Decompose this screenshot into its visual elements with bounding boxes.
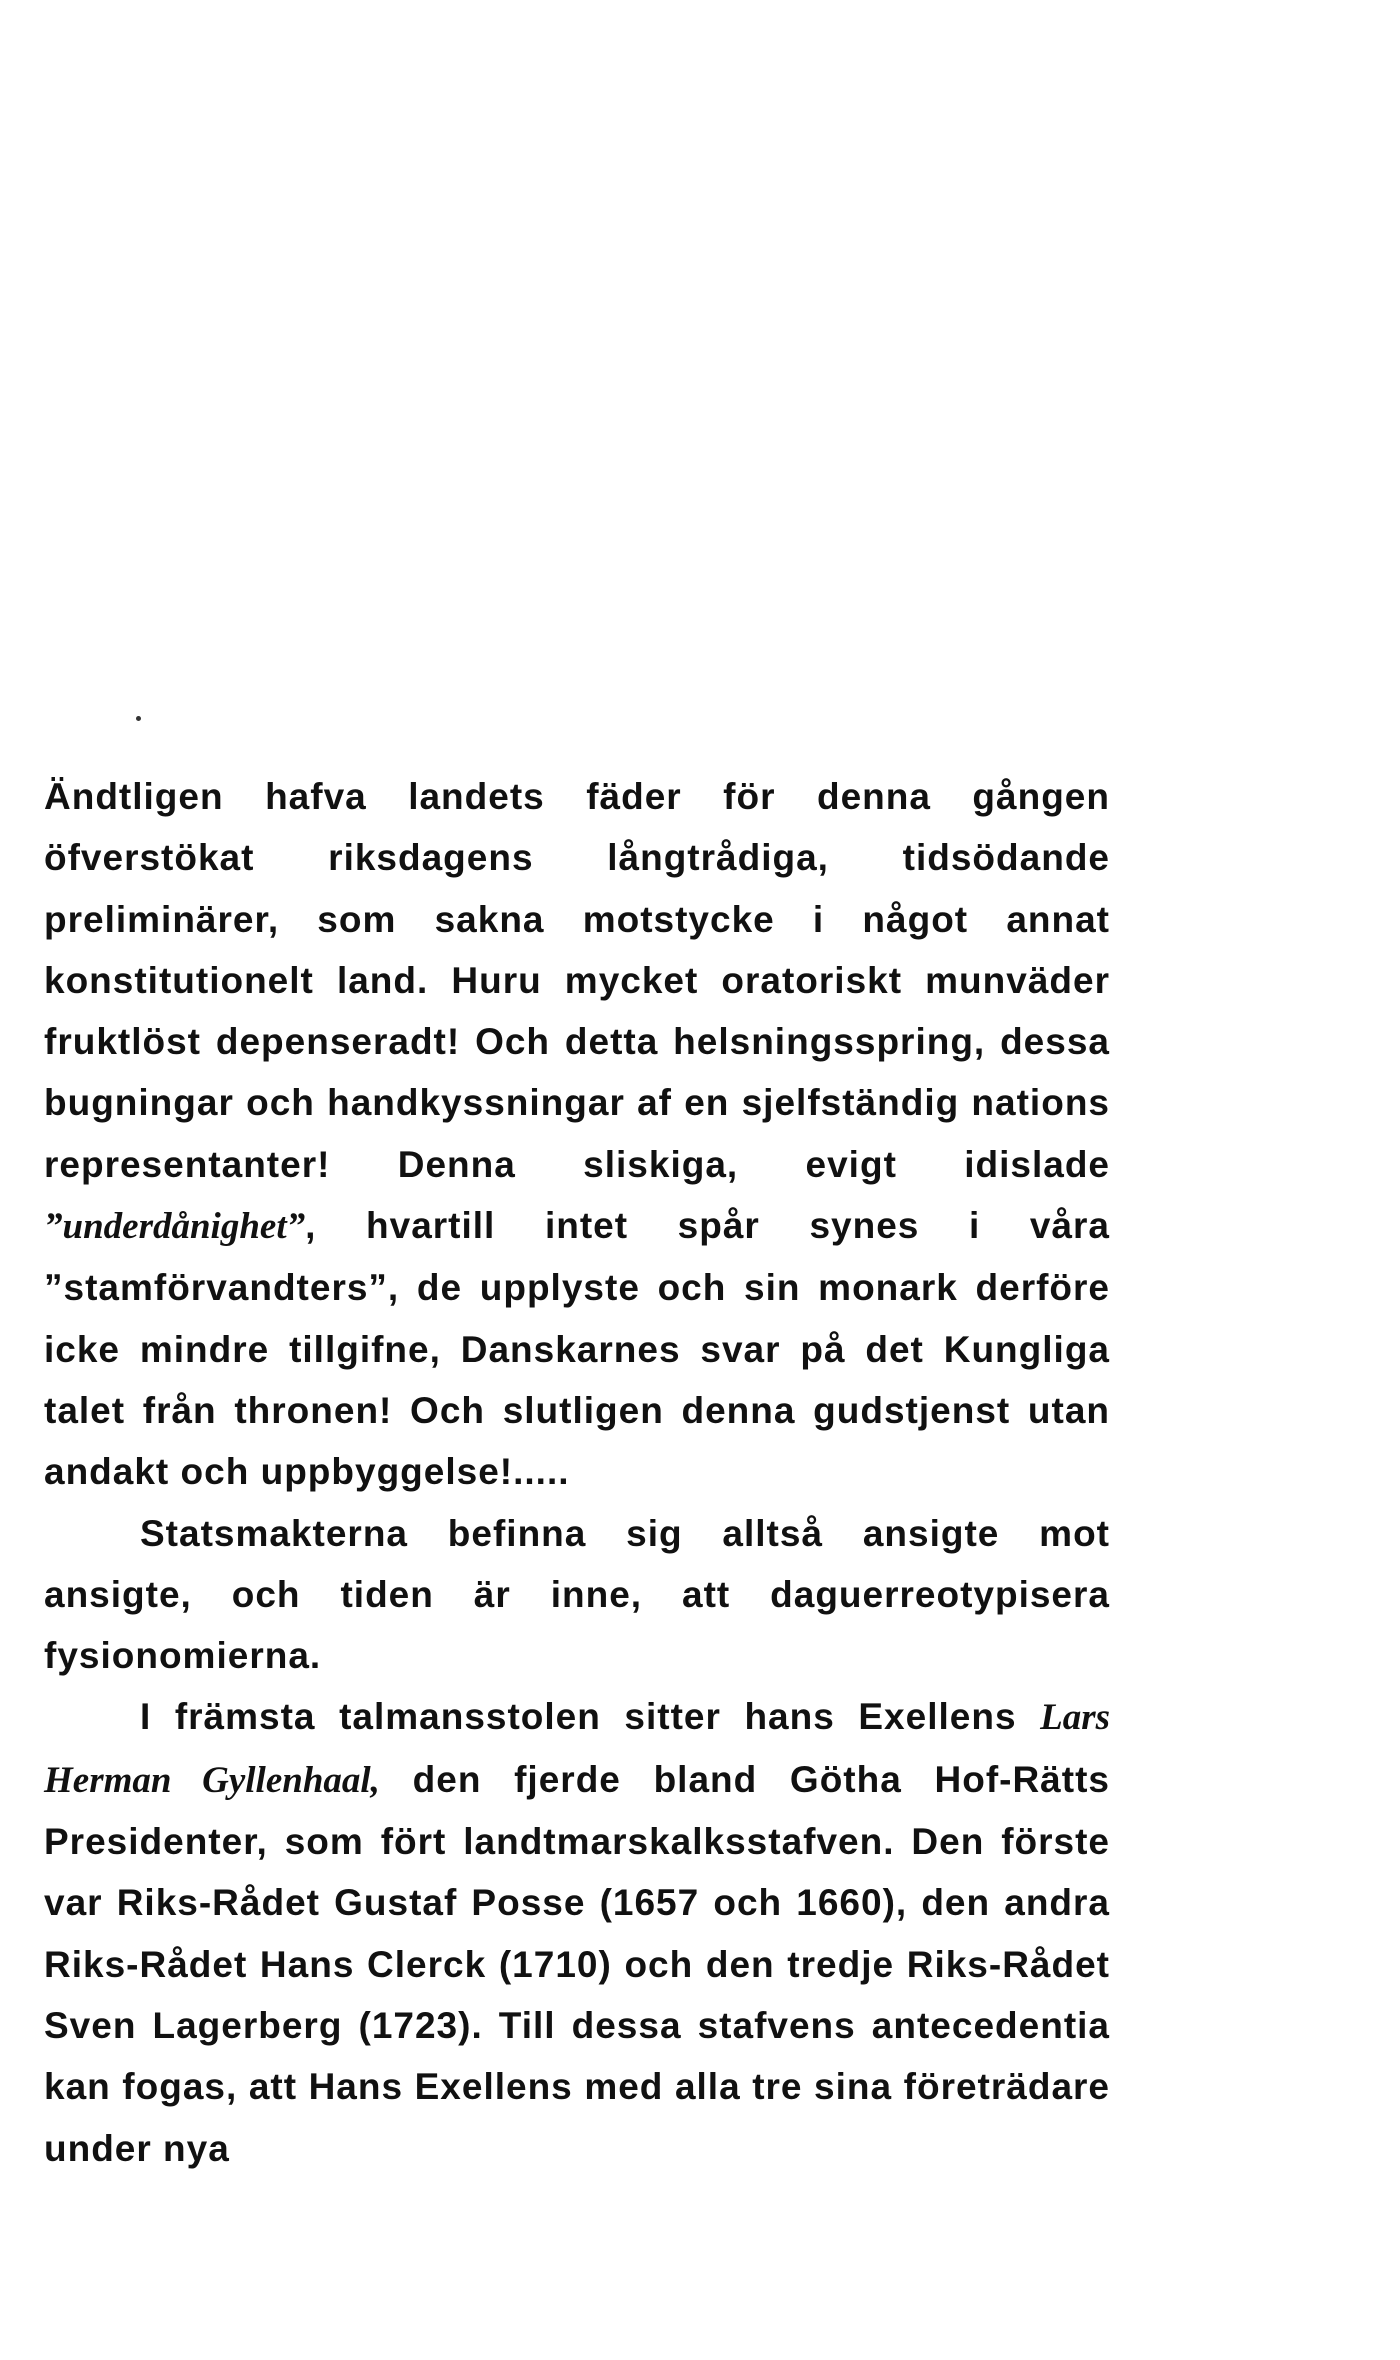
paragraph-1-text-1: Ändtligen hafva landets fäder för denna gången öfverstökat riksdagens långtrådiga, tidsödande preliminärer, som sakna motstycke i något annat konstitutionelt land. Huru mycket oratoriskt munväder fruktlöst depenseradt! Och detta helsningsspring, dessa bugningar och handkyssningar af en sjelfständig nations representanter! Denna sliskiga, evigt idislade <box>44 776 1110 1185</box>
paragraph-3-text-2: den fjerde bland Götha Hof-Rätts Presidenter, som fört landtmarskalksstafven. Den förste var Riks-Rådet Gustaf Posse (1657 och 1660), den andra Riks-Rådet Hans Clerck (1710) och den tredje Riks-Rådet Sven Lagerberg (1723). Till dessa stafvens antecedentia kan fogas, att Hans Exellens med alla tre sina företrädare under nya <box>44 1758 1110 2169</box>
paragraph-3-italic-name: Lars Herman Gyllenhaal, <box>44 1697 1110 1801</box>
paragraph-1-italic-term: ”underdånighet” <box>44 1206 306 1248</box>
body-text <box>44 766 1110 2179</box>
paragraph-statsmakterna <box>44 1503 1110 1687</box>
paragraph-opening <box>44 766 1110 1503</box>
paragraph-2-text: Statsmakterna befinna sig alltså ansigte mot ansigte, och tiden är inne, att daguerreotypisera fysionomierna. <box>44 1512 1110 1677</box>
paragraph-1-text-2: , hvartill intet spår synes i våra ”stamförvandters”, de upplyste och sin monark derföre icke mindre tillgifne, Danskarnes svar på det Kungliga talet från thronen! Och slutligen denna gudstjenst utan andakt och uppbyggelse!..... <box>44 1205 1110 1493</box>
paragraph-talmansstolen <box>44 1686 1110 2178</box>
paragraph-3-text-1: I främsta talmansstolen sitter hans Exellens <box>140 1696 1041 1738</box>
ink-speck <box>136 716 141 721</box>
